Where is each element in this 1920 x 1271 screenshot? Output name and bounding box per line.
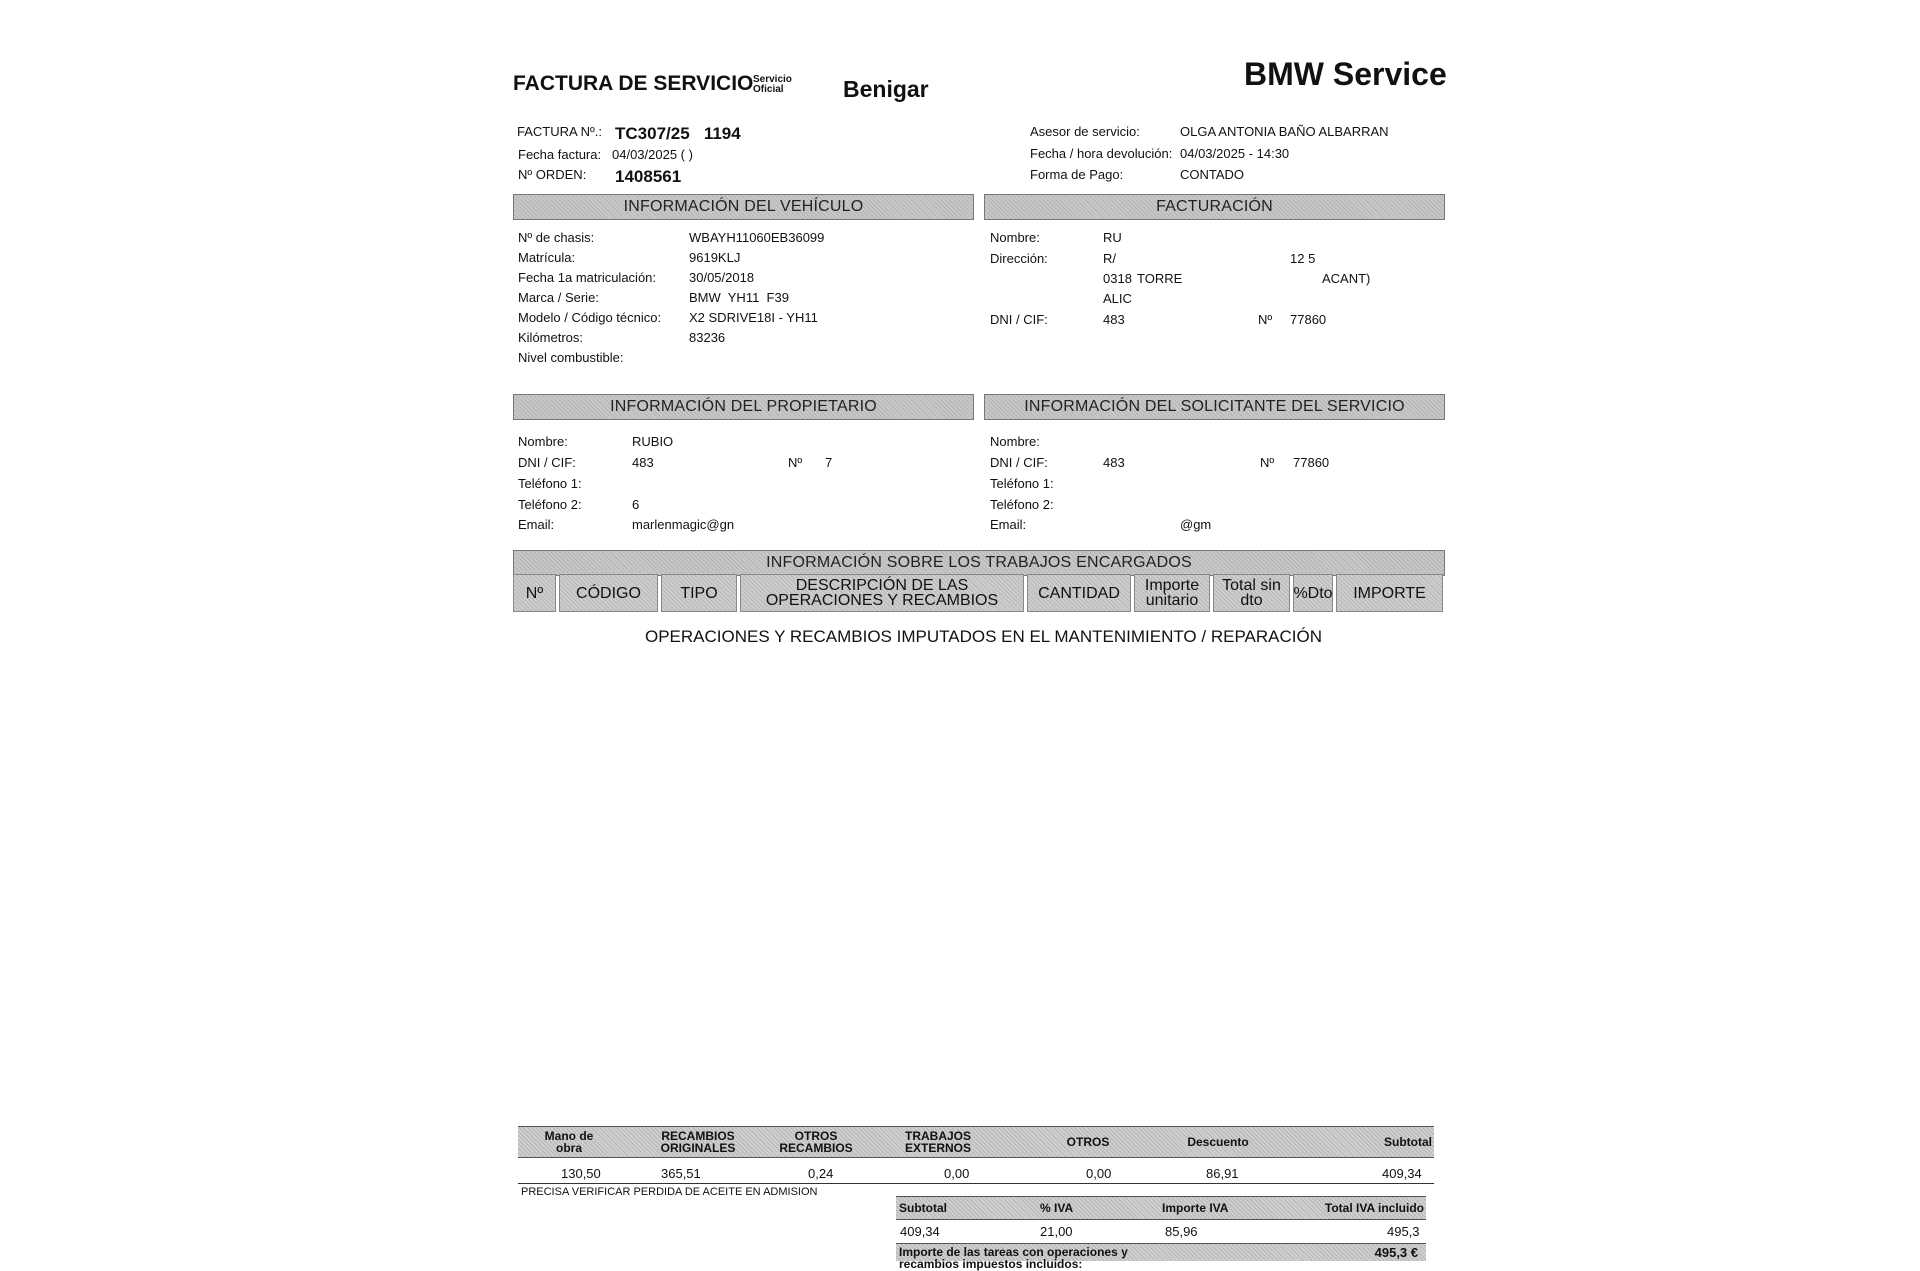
facturacion-dni-label: DNI / CIF: (990, 312, 1048, 327)
solicitante-n-label: Nº (1260, 455, 1275, 470)
propietario-n-value: 7 (825, 455, 833, 470)
vehiculo-label: Matrícula: (518, 250, 576, 265)
summary-value-recambios-originales: 365,51 (661, 1166, 701, 1181)
fecha-factura-value: 04/03/2025 ( ) (612, 147, 693, 162)
section-solicitante: INFORMACIÓN DEL SOLICITANTE DEL SERVICIO (984, 394, 1445, 420)
solicitante-nombre-label: Nombre: (990, 434, 1040, 449)
facturacion-direccion-value: 12 5 (1290, 251, 1316, 266)
propietario-email-label: Email: (518, 517, 555, 532)
propietario-tel1-label: Teléfono 1: (518, 476, 582, 491)
column-header-tipo: TIPO (661, 574, 737, 612)
servicio-oficial-label (753, 75, 792, 95)
vehiculo-label: Modelo / Código técnico: (518, 310, 662, 325)
propietario-tel2-label: Teléfono 2: (518, 497, 582, 512)
iva-header-subtotal: Subtotal (899, 1201, 947, 1215)
column-header-dto: %Dto (1293, 574, 1333, 612)
vehiculo-label: Marca / Serie: (518, 290, 599, 305)
fecha-factura-label: Fecha factura: (518, 147, 602, 162)
summary-value-otros-recambios: 0,24 (808, 1166, 834, 1181)
vehiculo-value: 30/05/2018 (689, 270, 755, 285)
summary-header-trabajos-externos: TRABAJOS EXTERNOS (904, 1129, 971, 1155)
operations-caption: OPERACIONES Y RECAMBIOS IMPUTADOS EN EL MANTENIMIENTO / REPARACIÓN (645, 627, 1322, 646)
section-propietario: INFORMACIÓN DEL PROPIETARIO (513, 394, 974, 420)
summary-value-otros: 0,00 (1086, 1166, 1112, 1181)
summary-header-subtotal: Subtotal (1384, 1135, 1432, 1149)
factura-label: FACTURA Nº.: (517, 124, 602, 139)
summary-value-trabajos-externos: 0,00 (944, 1166, 970, 1181)
factura-value: TC307/25 1194 (615, 124, 741, 143)
asesor-label: Asesor de servicio: (1030, 124, 1140, 139)
devolucion-label: Fecha / hora devolución: (1030, 146, 1173, 161)
section-trabajos: INFORMACIÓN SOBRE LOS TRABAJOS ENCARGADOS (513, 550, 1445, 576)
solicitante-email-label: Email: (990, 517, 1027, 532)
column-header-importe-unitario: Importe unitario (1134, 574, 1210, 612)
iva-header (896, 1196, 1426, 1220)
column-header-cantidad: CANTIDAD (1027, 574, 1131, 612)
summary-header-otros: OTROS (1066, 1135, 1110, 1149)
summary-value-subtotal: 409,34 (1382, 1166, 1422, 1181)
vehiculo-value: 83236 (689, 330, 726, 345)
propietario-email-value: marlenmagic@gn (632, 517, 735, 532)
summary-header-otros-recambios: OTROS RECAMBIOS (779, 1129, 853, 1155)
summary-divider (518, 1183, 1434, 1184)
propietario-dni-value: 483 (632, 455, 654, 470)
summary-header-recambios-originales: RECAMBIOS ORIGINALES (660, 1129, 736, 1155)
vehiculo-value: X2 SDRIVE18I - YH11 (689, 310, 818, 325)
invoice-title: FACTURA DE SERVICIO (513, 72, 754, 95)
facturacion-dni-value: 483 (1103, 312, 1125, 327)
iva-value-porcentaje: 21,00 (1040, 1224, 1073, 1239)
devolucion-value: 04/03/2025 - 14:30 (1180, 146, 1290, 161)
propietario-nombre-value: RUBIO (632, 434, 674, 449)
solicitante-n-value: 77860 (1293, 455, 1330, 470)
vehiculo-label: Nivel combustible: (518, 350, 624, 365)
vehiculo-value: 9619KLJ (689, 250, 741, 265)
facturacion-direccion-value: 0318 (1103, 271, 1132, 286)
dealer-name: Benigar (843, 76, 929, 102)
orden-label: Nº ORDEN: (518, 167, 587, 182)
iva-header-total: Total IVA incluido (1324, 1201, 1424, 1215)
propietario-n-label: Nº (788, 455, 803, 470)
solicitante-tel2-label: Teléfono 2: (990, 497, 1054, 512)
facturacion-n-label: Nº (1258, 312, 1273, 327)
orden-value: 1408561 (615, 167, 682, 186)
iva-value-subtotal: 409,34 (900, 1224, 940, 1239)
asesor-value: OLGA ANTONIA BAÑO ALBARRAN (1180, 124, 1389, 139)
summary-note: PRECISA VERIFICAR PERDIDA DE ACEITE EN ADMISION (521, 1186, 818, 1198)
facturacion-nombre-label: Nombre: (990, 230, 1040, 245)
total-label: Importe de las tareas con operaciones y recambios impuestos incluidos: (899, 1245, 1128, 1271)
solicitante-dni-label: DNI / CIF: (990, 455, 1048, 470)
propietario-tel2-value: 6 (632, 497, 640, 512)
column-header-importe: IMPORTE (1336, 574, 1443, 612)
brand-logo-text: BMW Service (1244, 56, 1447, 92)
summary-header-descuento: Descuento (1187, 1135, 1249, 1149)
total-value: 495,3 € (1374, 1245, 1418, 1260)
propietario-dni-label: DNI / CIF: (518, 455, 576, 470)
iva-value-total: 495,3 (1387, 1224, 1420, 1239)
facturacion-direccion-value: TORRE (1137, 271, 1183, 286)
facturacion-direccion-value: R/ (1103, 251, 1116, 266)
column-header-total-sin-dto: Total sin dto (1213, 574, 1290, 612)
iva-value-importe: 85,96 (1165, 1224, 1198, 1239)
vehiculo-value: BMW YH11 F39 (689, 290, 789, 305)
solicitante-tel1-label: Teléfono 1: (990, 476, 1054, 491)
summary-value-descuento: 86,91 (1206, 1166, 1239, 1181)
vehiculo-value: WBAYH11060EB36099 (689, 230, 825, 245)
vehiculo-label: Fecha 1a matriculación: (518, 270, 657, 285)
column-header-numero: Nº (513, 574, 556, 612)
summary-header (518, 1126, 1434, 1158)
summary-header-mano-obra: Mano de obra (544, 1129, 594, 1155)
propietario-nombre-label: Nombre: (518, 434, 568, 449)
iva-header-importe: Importe IVA (1162, 1201, 1229, 1215)
forma-pago-value: CONTADO (1180, 167, 1245, 182)
section-vehiculo: INFORMACIÓN DEL VEHÍCULO (513, 194, 974, 220)
column-header-codigo: CÓDIGO (559, 574, 658, 612)
vehiculo-label: Nº de chasis: (518, 230, 595, 245)
facturacion-direccion-value: ALIC (1103, 291, 1132, 306)
column-header-descripcion: DESCRIPCIÓN DE LAS OPERACIONES Y RECAMBIOS (740, 574, 1024, 612)
servicio-oficial-line-1: Servicio (753, 74, 792, 85)
summary-value-mano-obra: 130,50 (561, 1166, 601, 1181)
servicio-oficial-line-2: Oficial (753, 84, 784, 95)
facturacion-nombre-value: RU (1103, 230, 1122, 245)
solicitante-email-value: @gm (1180, 517, 1212, 532)
solicitante-dni-value: 483 (1103, 455, 1125, 470)
forma-pago-label: Forma de Pago: (1030, 167, 1124, 182)
facturacion-n-value: 77860 (1290, 312, 1327, 327)
facturacion-direccion-label: Dirección: (990, 251, 1048, 266)
section-facturacion: FACTURACIÓN (984, 194, 1445, 220)
facturacion-direccion-value: ACANT) (1322, 271, 1371, 286)
total-row (896, 1243, 1426, 1271)
vehiculo-label: Kilómetros: (518, 330, 584, 345)
iva-header-porcentaje: % IVA (1040, 1201, 1074, 1215)
